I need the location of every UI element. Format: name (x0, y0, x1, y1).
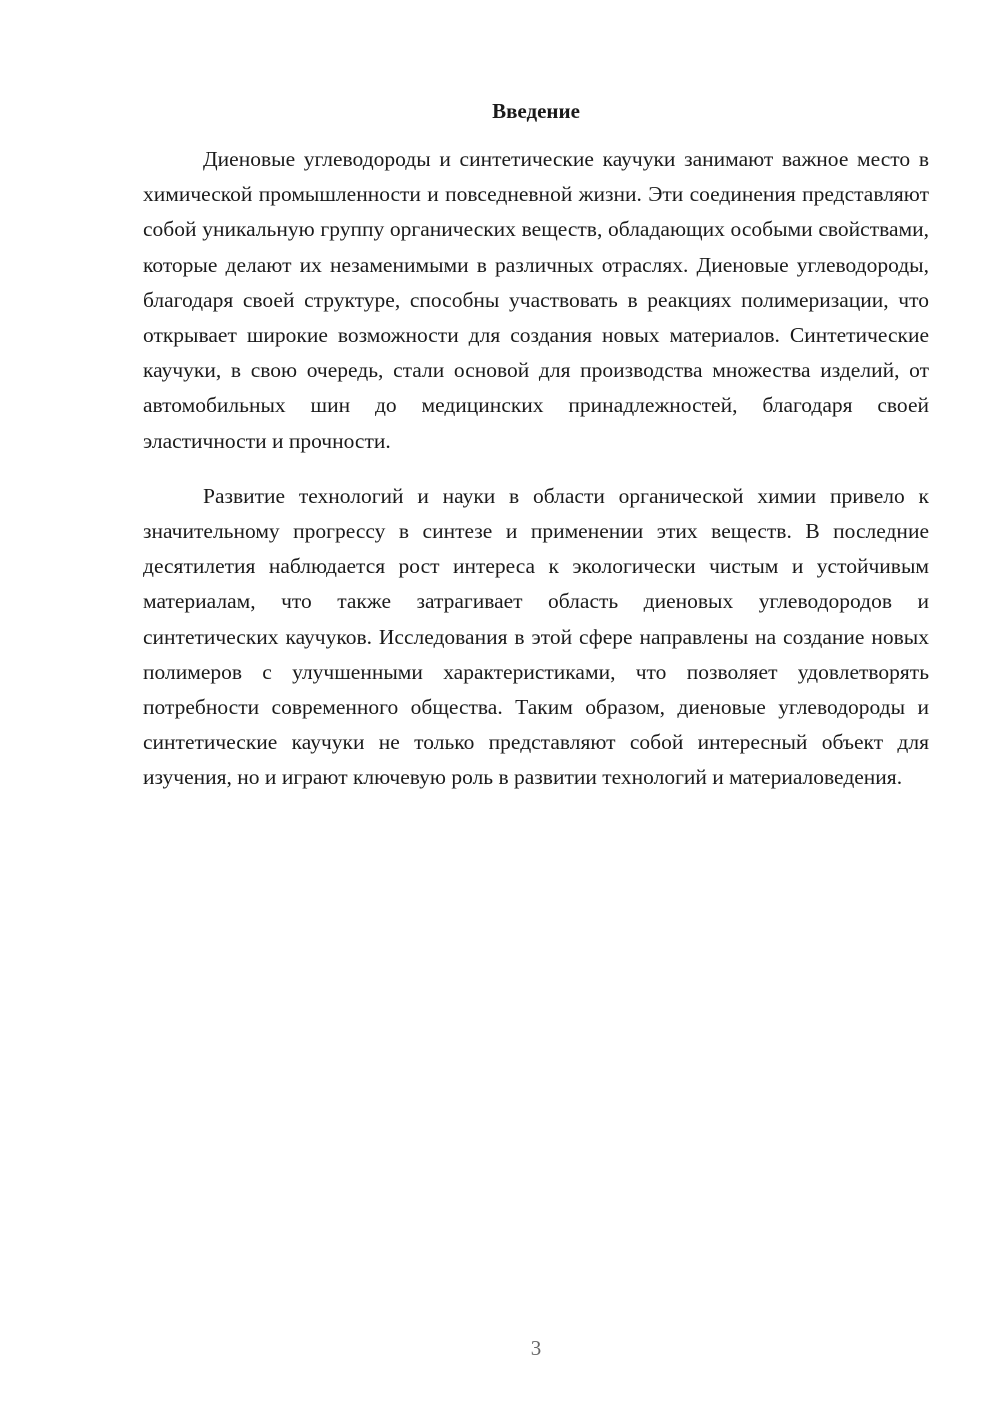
paragraph-intro: Диеновые углеводороды и синтетические каучуки занимают важное место в химической промышленности и повседневной жизни. Эти соединения представляют собой уникальную группу органических веществ, обладающих особыми свойствами, которые делают их незаменимыми в различных отраслях. Диеновые углеводороды, благодаря своей структуре, способны участвовать в реакциях полимеризации, что открывает широкие возможности для создания новых материалов. Синтетические каучуки, в свою очередь, стали основой для производства множества изделий, от автомобильных шин до медицинских принадлежностей, благодаря своей эластичности и прочности. (143, 147, 929, 453)
page-number: 3 (530, 1336, 542, 1360)
page-title: Введение (492, 99, 580, 123)
paragraph-development: Развитие технологий и науки в области органической химии привело к значительному прогрессу в синтезе и применении этих веществ. В последние десятилетия наблюдается рост интереса к экологически чистым и устойчивым материалам, что также затрагивает область диеновых углеводородов и синтетических каучуков. Исследования в этой сфере направлены на создание новых полимеров с улучшенными характеристиками, что позволяет удовлетворять потребности современного общества. Таким образом, диеновые углеводороды и синтетические каучуки не только представляют собой интересный объект для изучения, но и играют ключевую роль в развитии технологий и материаловедения. (143, 483, 929, 790)
body-text (143, 142, 929, 796)
